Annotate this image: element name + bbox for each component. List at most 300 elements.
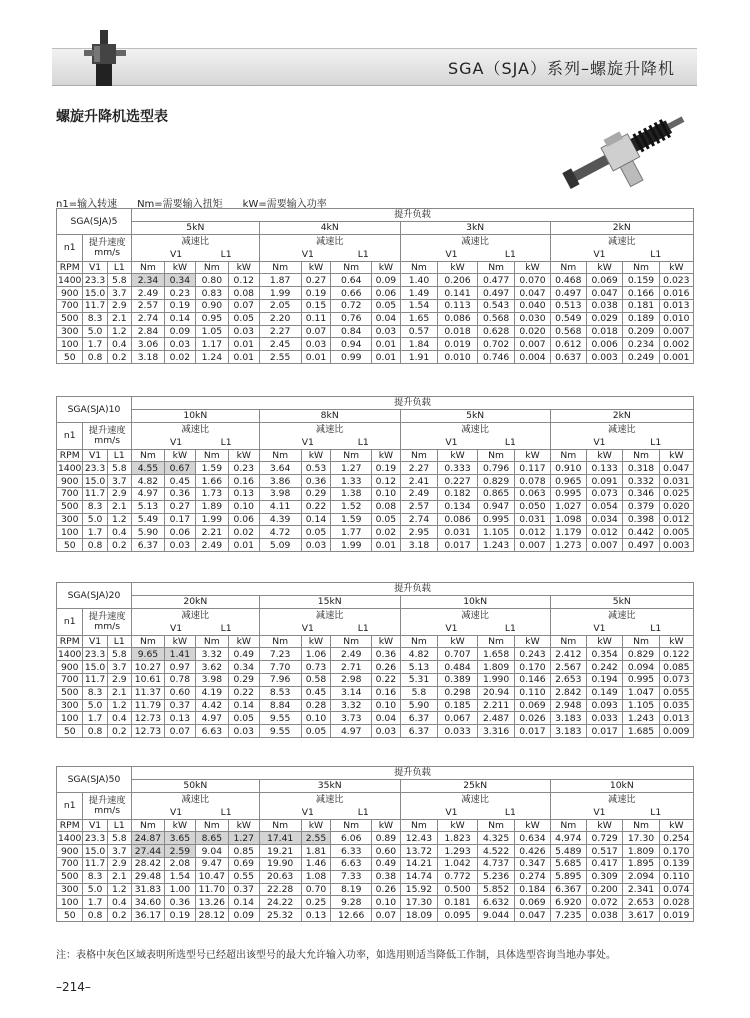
table-cell <box>228 909 259 922</box>
ratio-row <box>57 608 694 635</box>
cell-text: 0.72 <box>340 300 362 312</box>
cell-text: kW <box>172 261 188 273</box>
cell-text: 5.8 <box>111 462 127 474</box>
table-row <box>57 299 694 312</box>
cell-text: 0.10 <box>375 488 397 500</box>
cell-text: 11.70 <box>198 883 225 895</box>
unit-label <box>228 635 259 648</box>
cell-text: 700 <box>60 674 79 686</box>
table-cell <box>195 487 228 500</box>
table-cell <box>586 673 622 686</box>
unit-label <box>228 261 259 274</box>
table-cell <box>131 870 164 883</box>
table-cell <box>372 539 401 552</box>
cell-text: 0.03 <box>375 725 397 737</box>
table-cell <box>515 845 550 858</box>
table-cell <box>477 513 514 526</box>
table-cell <box>228 725 259 738</box>
table-cell <box>550 274 586 287</box>
table-cell <box>83 526 107 539</box>
cell-text: 2.57 <box>137 300 159 312</box>
table-cell <box>515 712 550 725</box>
table-cell <box>131 661 164 674</box>
table-cell <box>259 832 301 845</box>
cell-text: 4.325 <box>482 832 510 844</box>
cell-text: 0.031 <box>519 513 546 525</box>
table-cell <box>57 351 83 364</box>
table-row <box>57 909 694 922</box>
table-cell <box>195 725 228 738</box>
table-cell <box>586 299 622 312</box>
table-cell <box>301 487 331 500</box>
table-cell <box>57 325 83 338</box>
table-cell <box>477 857 514 870</box>
cell-text: 0.184 <box>519 883 546 895</box>
cell-text: 0.093 <box>591 699 618 711</box>
ratio-header <box>550 792 693 819</box>
table-cell <box>57 909 83 922</box>
cell-text: 7.235 <box>555 909 582 921</box>
cell-text: 1.54 <box>169 871 191 883</box>
table-cell <box>372 870 401 883</box>
ratio-l1: L1 <box>504 622 516 634</box>
unit-label <box>372 449 401 462</box>
cell-text: 1400 <box>58 274 82 286</box>
table-cell <box>164 699 195 712</box>
cell-text: 0.03 <box>305 539 327 551</box>
table-cell <box>550 487 586 500</box>
table-cell <box>515 725 550 738</box>
cell-text: 0.007 <box>663 325 690 337</box>
table-cell <box>477 287 514 300</box>
table-cell <box>623 909 659 922</box>
ratio-v1: V1 <box>301 436 314 448</box>
cell-text: 0.047 <box>519 287 546 299</box>
cell-text: 0.94 <box>340 338 362 350</box>
cell-text: SGA(SJA)20 <box>67 589 121 601</box>
cell-text: kW <box>172 819 188 831</box>
cell-text: 2.211 <box>482 699 510 711</box>
cell-text: n1 <box>63 615 76 627</box>
cell-text: 1.990 <box>482 674 510 686</box>
cell-text: 25.32 <box>266 909 294 921</box>
table-cell <box>586 274 622 287</box>
cell-text: kW <box>597 261 612 273</box>
table-cell <box>301 725 331 738</box>
cell-text: 10.61 <box>134 674 162 686</box>
cell-text: 0.16 <box>233 475 254 487</box>
table-cell <box>195 475 228 488</box>
table-cell <box>659 325 693 338</box>
cell-text: 0.01 <box>305 351 327 363</box>
cell-text: 0.12 <box>233 274 255 286</box>
unit-label <box>372 635 401 648</box>
cell-text: 0.013 <box>663 300 690 312</box>
cell-text: 4.72 <box>269 526 291 538</box>
cell-text: 6.06 <box>340 832 362 844</box>
cell-text: 0.05 <box>233 313 255 325</box>
unit-label <box>477 635 514 648</box>
table-cell <box>259 699 301 712</box>
table-cell <box>372 909 401 922</box>
cell-text: 0.517 <box>591 845 618 857</box>
unit-label <box>259 449 301 462</box>
table-cell <box>372 699 401 712</box>
table-cell <box>195 500 228 513</box>
table-row <box>57 351 694 364</box>
table-cell <box>164 475 195 488</box>
table-cell <box>57 648 83 661</box>
cell-text: Nm <box>411 819 427 831</box>
cell-text: 0.05 <box>375 513 397 525</box>
table-cell <box>400 661 437 674</box>
ratio-header <box>550 234 693 261</box>
table-cell <box>400 274 437 287</box>
cell-text: 10kN <box>463 596 488 608</box>
cell-text: 0.181 <box>627 300 655 312</box>
cell-text: 0.34 <box>233 661 254 673</box>
unit-label <box>438 261 478 274</box>
cell-text: 11.7 <box>84 858 106 870</box>
cell-text: 0.005 <box>663 526 690 538</box>
table-cell <box>477 673 514 686</box>
load-row <box>57 595 694 608</box>
cell-text: 0.020 <box>663 501 690 513</box>
load-header <box>131 397 693 410</box>
cell-text: 0.234 <box>627 338 655 350</box>
table-cell <box>331 725 372 738</box>
cell-text: 0.36 <box>375 648 397 660</box>
table-cell <box>164 673 195 686</box>
cell-text: 2.49 <box>137 287 159 299</box>
cell-text: 0.166 <box>627 287 655 299</box>
cell-text: 0.010 <box>663 313 690 325</box>
cell-text: 2.27 <box>408 462 430 474</box>
table-cell <box>515 351 550 364</box>
table-cell <box>372 686 401 699</box>
cell-text: 5.8 <box>411 687 427 699</box>
table-cell <box>301 648 331 661</box>
table-cell <box>400 287 437 300</box>
unit-label <box>195 449 228 462</box>
table-cell <box>83 832 107 845</box>
cell-text: 4kN <box>320 222 339 234</box>
cell-text: 0.22 <box>375 674 397 686</box>
table-cell <box>438 462 478 475</box>
cell-text: Nm <box>560 819 577 831</box>
cell-text: 2.49 <box>408 488 430 500</box>
table-cell <box>57 832 83 845</box>
cell-text: Nm <box>488 449 504 461</box>
table-cell <box>83 539 107 552</box>
cell-text: kW <box>172 635 188 647</box>
cell-text: 20.94 <box>482 687 510 699</box>
table-cell <box>301 351 331 364</box>
table-cell <box>331 832 372 845</box>
cell-text: 0.11 <box>305 313 327 325</box>
cell-text: 0.69 <box>233 858 254 870</box>
cell-text: 0.13 <box>169 712 191 724</box>
table-cell <box>301 513 331 526</box>
table-cell <box>372 351 401 364</box>
cell-text: kW <box>236 819 251 831</box>
unit-label <box>400 261 437 274</box>
cell-text: Nm <box>140 819 156 831</box>
table-cell <box>623 500 659 513</box>
cell-text: 5.0 <box>87 325 103 337</box>
table-cell <box>107 699 131 712</box>
unit-label <box>400 449 437 462</box>
cell-text: 300 <box>60 883 79 895</box>
table-cell <box>331 699 372 712</box>
cell-text: 1.99 <box>340 539 362 551</box>
table-row <box>57 870 694 883</box>
n1-label <box>57 792 83 819</box>
table-cell <box>131 883 164 896</box>
cell-text: kW <box>597 819 612 831</box>
cell-text: kW <box>378 819 394 831</box>
table-cell <box>57 539 83 552</box>
table-cell <box>259 462 301 475</box>
screw-jack-product-image <box>555 100 700 200</box>
cell-text: 11.7 <box>84 488 106 500</box>
cell-text: 0.4 <box>111 896 127 908</box>
cell-text: 0.4 <box>111 338 127 350</box>
table-cell <box>228 500 259 513</box>
cell-text: 0.023 <box>663 274 690 286</box>
table-cell <box>228 299 259 312</box>
table-cell <box>659 857 693 870</box>
table-cell <box>195 699 228 712</box>
table-cell <box>400 712 437 725</box>
table-cell <box>131 857 164 870</box>
cell-text: 2.71 <box>340 661 362 673</box>
cell-text: 0.04 <box>375 313 397 325</box>
table-cell <box>400 725 437 738</box>
ratio-l1: L1 <box>357 622 369 634</box>
cell-text: Nm <box>633 449 649 461</box>
ratio-row <box>57 792 694 819</box>
cell-text: 24.87 <box>134 832 162 844</box>
table-row <box>57 338 694 351</box>
cell-text: 6.37 <box>137 539 159 551</box>
speed-unit: mm/s <box>94 620 121 632</box>
cell-text: V1 <box>88 261 102 273</box>
cell-text: Nm <box>343 449 360 461</box>
cell-text: 300 <box>60 699 79 711</box>
cell-text: 0.08 <box>233 287 255 299</box>
table-cell <box>550 712 586 725</box>
cell-text: 4.974 <box>555 832 582 844</box>
cell-text: 1.809 <box>482 661 510 673</box>
cell-text: 5.49 <box>137 513 159 525</box>
table-cell <box>57 725 83 738</box>
table-cell <box>228 287 259 300</box>
cell-text: 3.7 <box>111 475 127 487</box>
cell-text: 3.73 <box>340 712 362 724</box>
cell-text: 3.617 <box>627 909 655 921</box>
table-row <box>57 857 694 870</box>
cell-text: 0.067 <box>444 712 471 724</box>
ratio-title: 减速比 <box>315 423 344 435</box>
speed-label <box>83 608 131 635</box>
cell-text: 8kN <box>320 410 339 422</box>
load-value <box>550 409 693 422</box>
cell-text: 0.094 <box>627 661 655 673</box>
table-cell <box>515 832 550 845</box>
cell-text: Nm <box>343 635 360 647</box>
ratio-row <box>57 234 694 261</box>
table-cell <box>400 909 437 922</box>
cell-text: 0.03 <box>233 325 255 337</box>
table-cell <box>107 832 131 845</box>
table-cell <box>107 475 131 488</box>
table-row <box>57 725 694 738</box>
cell-text: 1.99 <box>269 287 291 299</box>
cell-text: 15.0 <box>84 475 106 487</box>
table-cell <box>301 274 331 287</box>
header-bar <box>52 48 697 86</box>
load-value <box>400 221 550 234</box>
cell-text: 0.149 <box>591 687 618 699</box>
table-cell <box>259 526 301 539</box>
ratio-title: 减速比 <box>608 235 636 247</box>
cell-text: 1.2 <box>111 513 127 525</box>
unit-label <box>372 261 401 274</box>
table-cell <box>659 845 693 858</box>
cell-text: 11.37 <box>134 687 162 699</box>
unit-label <box>550 261 586 274</box>
table-cell <box>623 845 659 858</box>
table-cell <box>586 896 622 909</box>
cell-text: kW <box>669 261 684 273</box>
cell-text: 100 <box>60 712 79 724</box>
cell-text: 2.84 <box>137 325 159 337</box>
table-cell <box>83 487 107 500</box>
unit-label <box>131 635 164 648</box>
cell-text: 0.995 <box>627 674 655 686</box>
table-cell <box>477 526 514 539</box>
cell-text: 0.073 <box>591 488 618 500</box>
table-cell <box>477 661 514 674</box>
table-cell <box>259 539 301 552</box>
cell-text: 5kN <box>612 596 631 608</box>
cell-text: 0.37 <box>233 883 254 895</box>
table-cell <box>164 351 195 364</box>
table-cell <box>331 312 372 325</box>
cell-text: kW <box>450 635 465 647</box>
table-cell <box>515 896 550 909</box>
screw-jack-icon <box>82 28 128 88</box>
table-cell <box>259 648 301 661</box>
table-cell <box>301 325 331 338</box>
ratio-v1: V1 <box>169 436 183 448</box>
cell-text: RPM <box>59 449 80 461</box>
table-cell <box>259 299 301 312</box>
cell-text: 1.87 <box>269 274 291 286</box>
table-cell <box>515 857 550 870</box>
unit-label <box>228 819 259 832</box>
cell-text: 9.044 <box>482 909 510 921</box>
cell-text: 4.97 <box>340 725 362 737</box>
table-cell <box>331 462 372 475</box>
cell-text: 2.05 <box>269 300 291 312</box>
table-cell <box>331 845 372 858</box>
cell-text: 1.06 <box>305 648 327 660</box>
table-cell <box>400 539 437 552</box>
table-cell <box>164 539 195 552</box>
cell-text: 0.99 <box>340 351 362 363</box>
load-value <box>131 221 259 234</box>
cell-text: SGA(SJA)50 <box>67 773 121 785</box>
cell-text: 0.018 <box>444 325 471 337</box>
unit-label <box>331 635 372 648</box>
table-cell <box>659 896 693 909</box>
table-row <box>57 526 694 539</box>
cell-text: 2.487 <box>482 712 510 724</box>
table-cell <box>131 513 164 526</box>
cell-text: Nm <box>560 261 577 273</box>
cell-text: 1.2 <box>111 325 127 337</box>
table-cell <box>659 299 693 312</box>
table-cell <box>331 500 372 513</box>
cell-text: 0.15 <box>305 300 327 312</box>
cell-text: 0.2 <box>111 909 127 921</box>
table-cell <box>107 909 131 922</box>
table-cell <box>438 351 478 364</box>
cell-text: Nm <box>140 449 156 461</box>
table-cell <box>659 500 693 513</box>
cell-text: 0.05 <box>305 725 327 737</box>
table-cell <box>438 539 478 552</box>
cell-text: 0.02 <box>375 526 397 538</box>
table-cell <box>659 351 693 364</box>
cell-text: 0.134 <box>444 501 471 513</box>
table-cell <box>164 462 195 475</box>
load-row <box>57 221 694 234</box>
table-cell <box>107 274 131 287</box>
cell-text: 0.018 <box>591 325 618 337</box>
cell-text: Nm <box>411 449 427 461</box>
cell-text: 0.017 <box>591 725 618 737</box>
cell-text: 0.389 <box>444 674 471 686</box>
table-cell <box>195 686 228 699</box>
table-cell <box>57 845 83 858</box>
table-cell <box>515 500 550 513</box>
header-row <box>57 397 694 410</box>
load-header <box>131 767 693 780</box>
speed-unit: mm/s <box>94 804 121 816</box>
table-cell <box>259 857 301 870</box>
ratio-header <box>131 608 259 635</box>
cell-text: 10kN <box>609 780 634 792</box>
ratio-v1: V1 <box>445 806 458 818</box>
table-cell <box>107 712 131 725</box>
table-cell <box>438 845 478 858</box>
cell-text: Nm <box>140 635 156 647</box>
cell-text: 5kN <box>466 410 485 422</box>
cell-text: 8.3 <box>87 871 103 883</box>
table-cell <box>83 896 107 909</box>
load-value <box>400 595 550 608</box>
cell-text: 3.14 <box>340 687 362 699</box>
table-cell <box>331 325 372 338</box>
model-label <box>57 397 132 423</box>
cell-text: Nm <box>343 819 360 831</box>
table-cell <box>195 274 228 287</box>
table-cell <box>107 526 131 539</box>
cell-text: 0.442 <box>627 526 655 538</box>
